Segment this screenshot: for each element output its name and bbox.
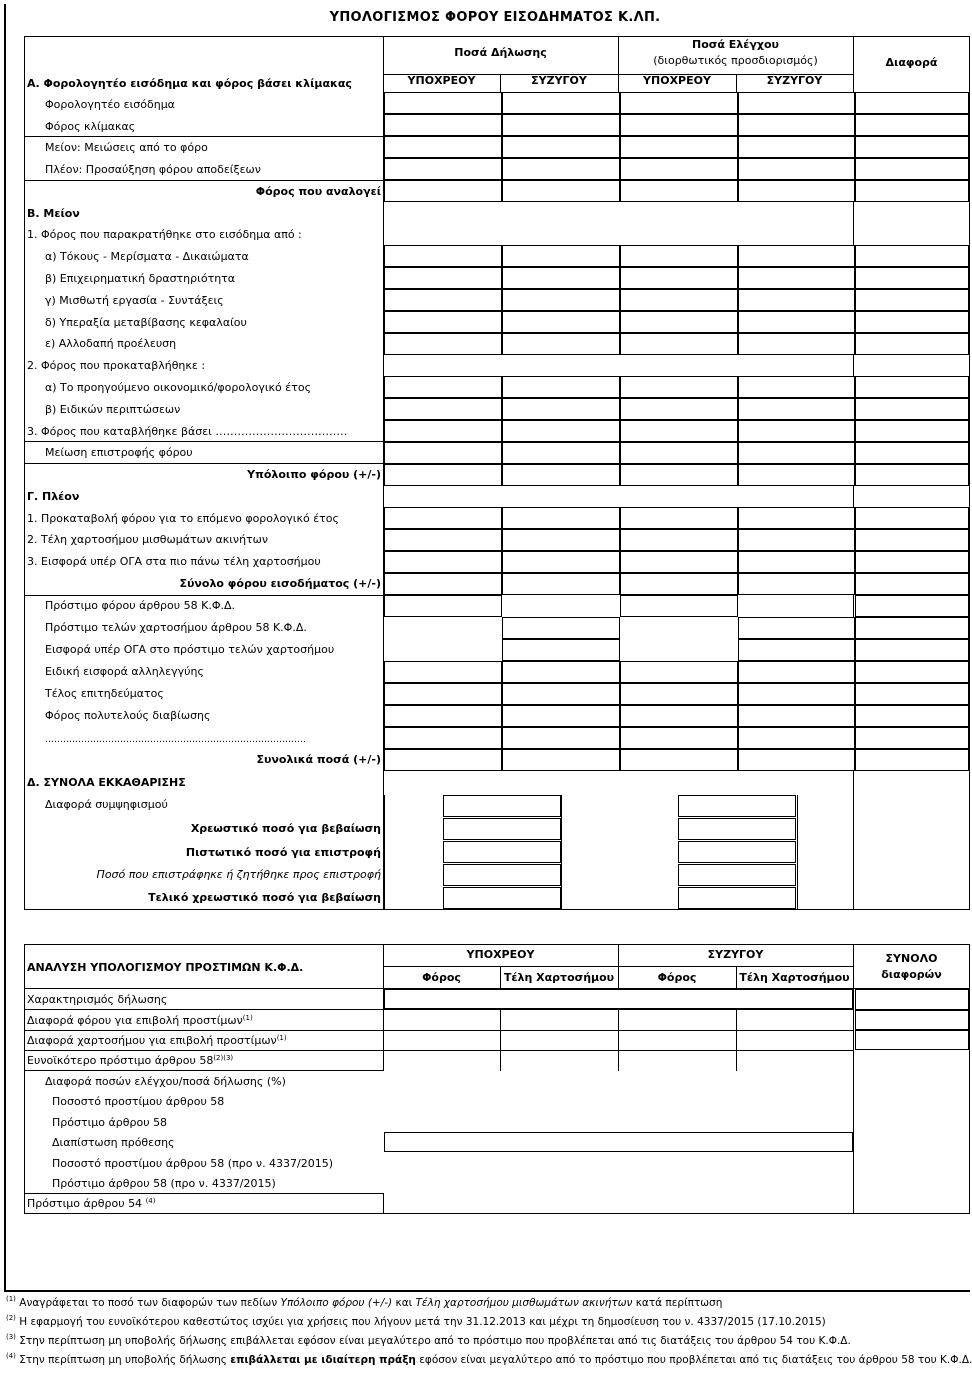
amount-cell[interactable] bbox=[855, 136, 969, 158]
amount-cell[interactable] bbox=[502, 529, 620, 551]
amount-cell[interactable] bbox=[738, 464, 855, 486]
row-label: β) Ειδικών περιπτώσεων bbox=[45, 403, 181, 416]
footnote-4: $^{(4)}$ Στην περίπτωση μη υποβολής δήλωσης επιβάλλεται με ιδιαίτερη πράξη εφόσον είναι μεγαλύτερο από το πρόστιμο που προβλέπεται από τις διατάξεις του άρθρου 58 του Κ.Φ.Δ. bbox=[6, 1352, 972, 1366]
amount-cell[interactable] bbox=[384, 464, 502, 486]
amount-cell[interactable] bbox=[620, 376, 738, 398]
amount-cell[interactable] bbox=[738, 507, 855, 529]
amount-cell[interactable] bbox=[502, 114, 620, 136]
amount-cell[interactable] bbox=[502, 617, 620, 639]
pen-row-label: Πρόστιμο άρθρου 58 (προ ν. 4337/2015) bbox=[52, 1177, 276, 1190]
amount-cell[interactable] bbox=[384, 727, 502, 749]
amount-cell[interactable] bbox=[384, 376, 502, 398]
amount-cell[interactable] bbox=[620, 180, 738, 202]
amount-cell[interactable] bbox=[502, 158, 620, 180]
amount-cell[interactable] bbox=[855, 464, 969, 486]
amount-cell[interactable] bbox=[384, 92, 502, 114]
row-label: β) Επιχειρηματική δραστηριότητα bbox=[45, 272, 236, 285]
amount-cell[interactable] bbox=[384, 705, 502, 727]
pen-row-label: Ποσοστό προστίμου άρθρου 58 bbox=[52, 1095, 225, 1108]
amount-cell[interactable] bbox=[384, 136, 502, 158]
amount-cell[interactable] bbox=[502, 398, 620, 420]
amount-cell[interactable] bbox=[855, 311, 969, 333]
pen-row-label: Ευνοϊκότερο πρόστιμο άρθρου $58^{(2)(3)}$ bbox=[27, 1054, 234, 1067]
amount-cell[interactable] bbox=[855, 376, 969, 398]
amount-cell[interactable] bbox=[855, 727, 969, 749]
row-label: Συνολικά ποσά (+/-) bbox=[256, 753, 381, 766]
amount-cell[interactable] bbox=[620, 158, 738, 180]
amount-cell[interactable] bbox=[738, 639, 855, 661]
row-label: Γ. Πλέον bbox=[27, 490, 80, 503]
amount-cell[interactable] bbox=[384, 529, 502, 551]
declaration-header: Ποσά Δήλωσης bbox=[454, 46, 547, 59]
amount-cell[interactable] bbox=[620, 442, 738, 464]
amount-cell[interactable] bbox=[738, 245, 855, 267]
settlement-cell[interactable] bbox=[678, 864, 796, 886]
row-label: Β. Μείον bbox=[27, 207, 80, 220]
amount-cell[interactable] bbox=[620, 749, 738, 771]
row-label: Ποσό που επιστράφηκε ή ζητήθηκε προς επιστροφή bbox=[96, 868, 381, 881]
amount-cell[interactable] bbox=[855, 617, 969, 639]
pen-total-header: ΣΥΝΟΛΟ bbox=[885, 952, 938, 965]
amount-cell[interactable] bbox=[738, 333, 855, 355]
row-label: Ειδική εισφορά αλληλεγγύης bbox=[45, 665, 204, 678]
row-label: 2. Τέλη χαρτοσήμου μισθωμάτων ακινήτων bbox=[27, 533, 269, 546]
pen-obl-stamp-header: Τέλη Χαρτοσήμου bbox=[503, 971, 615, 984]
amount-cell[interactable] bbox=[384, 245, 502, 267]
row-label: Πρόστιμο τελών χαρτοσήμου άρθρου 58 Κ.Φ.Δ. bbox=[45, 621, 307, 634]
amount-cell[interactable] bbox=[620, 464, 738, 486]
amount-cell[interactable] bbox=[502, 727, 620, 749]
audit-subheader: (διορθωτικός προσδιορισμός) bbox=[653, 54, 818, 67]
amount-cell[interactable] bbox=[502, 289, 620, 311]
footnote-1: $^{(1)}$ Αναγράφεται το ποσό των διαφορών των πεδίων Υπόλοιπο φόρου (+/-) και Τέλη χαρτοσήμου μισθωμάτων ακινήτων κατά περίπτωση bbox=[6, 1295, 723, 1309]
amount-cell[interactable] bbox=[620, 727, 738, 749]
amount-cell[interactable] bbox=[502, 705, 620, 727]
amount-cell[interactable] bbox=[620, 114, 738, 136]
penalty-total-cell[interactable] bbox=[855, 1010, 969, 1030]
pen-spouse-header: ΣΥΖΥΓΟΥ bbox=[707, 948, 764, 961]
row-label: ε) Αλλοδαπή προέλευση bbox=[45, 337, 177, 350]
amount-cell[interactable] bbox=[384, 267, 502, 289]
pen-sp-stamp-header: Τέλη Χαρτοσήμου bbox=[739, 971, 850, 984]
row-label: Χρεωστικό ποσό για βεβαίωση bbox=[190, 822, 381, 835]
amount-cell[interactable] bbox=[738, 376, 855, 398]
amount-cell[interactable] bbox=[855, 529, 969, 551]
amount-cell[interactable] bbox=[384, 573, 502, 595]
footnote-3: $^{(3)}$ Στην περίπτωση μη υποβολής δήλωσης επιβάλλεται εφόσον είναι μεγαλύτερο από το πρόστιμο που προβλέπεται από τις διατάξεις του άρθρου 54 του Κ.Φ.Δ. bbox=[6, 1333, 851, 1347]
amount-cell[interactable] bbox=[502, 245, 620, 267]
amount-cell[interactable] bbox=[855, 333, 969, 355]
amount-cell[interactable] bbox=[620, 529, 738, 551]
row-label: 3. Εισφορά υπέρ ΟΓΑ στα πιο πάνω τέλη χαρτοσήμου bbox=[27, 555, 321, 568]
amount-cell[interactable] bbox=[502, 683, 620, 705]
row-label: Μείον: Μειώσεις από το φόρο bbox=[45, 141, 208, 154]
amount-cell[interactable] bbox=[620, 420, 738, 442]
amount-cell[interactable] bbox=[855, 595, 969, 617]
amount-cell[interactable] bbox=[384, 661, 502, 683]
audit-obligor-header: ΥΠΟΧΡΕΟΥ bbox=[643, 74, 711, 87]
amount-cell[interactable] bbox=[620, 289, 738, 311]
amount-cell[interactable] bbox=[502, 333, 620, 355]
amount-cell[interactable] bbox=[855, 180, 969, 202]
row-label: Α. Φορολογητέο εισόδημα και φόρος βάσει κλίμακας bbox=[27, 77, 352, 90]
difference-header: Διαφορά bbox=[885, 56, 938, 69]
amount-cell[interactable] bbox=[855, 683, 969, 705]
penalty-span-cell[interactable] bbox=[384, 1132, 853, 1152]
settlement-cell[interactable] bbox=[443, 887, 561, 909]
amount-cell[interactable] bbox=[502, 661, 620, 683]
amount-cell[interactable] bbox=[738, 727, 855, 749]
amount-cell[interactable] bbox=[384, 683, 502, 705]
amount-cell[interactable] bbox=[738, 705, 855, 727]
amount-cell[interactable] bbox=[502, 507, 620, 529]
row-label: Μείωση επιστροφής φόρου bbox=[45, 446, 193, 459]
page-title: ΥΠΟΛΟΓΙΣΜΟΣ ΦΟΡΟΥ ΕΙΣΟΔΗΜΑΤΟΣ Κ.ΛΠ. bbox=[329, 10, 661, 25]
amount-cell[interactable] bbox=[502, 420, 620, 442]
amount-cell[interactable] bbox=[738, 529, 855, 551]
amount-cell[interactable] bbox=[738, 749, 855, 771]
audit-spouse-header: ΣΥΖΥΓΟΥ bbox=[766, 74, 823, 87]
amount-cell[interactable] bbox=[855, 551, 969, 573]
amount-cell[interactable] bbox=[620, 398, 738, 420]
amount-cell[interactable] bbox=[738, 92, 855, 114]
settlement-cell[interactable] bbox=[443, 818, 561, 840]
amount-cell[interactable] bbox=[738, 180, 855, 202]
decl-obligor-header: ΥΠΟΧΡΕΟΥ bbox=[407, 74, 476, 87]
row-label: 2. Φόρος που προκαταβλήθηκε : bbox=[27, 359, 206, 372]
penalty-span-cell[interactable] bbox=[384, 989, 853, 1009]
amount-cell[interactable] bbox=[738, 311, 855, 333]
pen-row-label: Διαφορά ποσών ελέγχου/ποσά δήλωσης (%) bbox=[45, 1075, 286, 1088]
row-label: Φορολογητέο εισόδημα bbox=[45, 98, 175, 111]
amount-cell[interactable] bbox=[855, 507, 969, 529]
amount-cell[interactable] bbox=[384, 749, 502, 771]
amount-cell[interactable] bbox=[384, 114, 502, 136]
row-label: Πιστωτικό ποσό για επιστροφή bbox=[185, 846, 381, 859]
amount-cell[interactable] bbox=[620, 661, 738, 683]
amount-cell[interactable] bbox=[502, 551, 620, 573]
amount-cell[interactable] bbox=[620, 551, 738, 573]
amount-cell[interactable] bbox=[620, 573, 738, 595]
amount-cell[interactable] bbox=[855, 749, 969, 771]
amount-cell[interactable] bbox=[620, 705, 738, 727]
row-label: α) Το προηγούμενο οικονομικό/φορολογικό έτος bbox=[45, 381, 312, 394]
settlement-cell[interactable] bbox=[678, 818, 796, 840]
amount-cell[interactable] bbox=[738, 289, 855, 311]
amount-cell[interactable] bbox=[855, 267, 969, 289]
pen-row-label: Διαφορά φόρου για επιβολή προστίμων$^{(1)}$ bbox=[27, 1014, 253, 1027]
row-label: …………………………………………………………………………… bbox=[45, 735, 306, 745]
amount-cell[interactable] bbox=[384, 398, 502, 420]
amount-cell[interactable] bbox=[855, 92, 969, 114]
amount-cell[interactable] bbox=[855, 398, 969, 420]
amount-cell[interactable] bbox=[384, 551, 502, 573]
settlement-cell[interactable] bbox=[678, 795, 796, 817]
pen-total-header-2: διαφορών bbox=[881, 968, 942, 981]
row-label: 1. Φόρος που παρακρατήθηκε στο εισόδημα από : bbox=[27, 228, 302, 241]
amount-cell[interactable] bbox=[738, 267, 855, 289]
settlement-cell[interactable] bbox=[443, 795, 561, 817]
amount-cell[interactable] bbox=[502, 376, 620, 398]
amount-cell[interactable] bbox=[502, 136, 620, 158]
amount-cell[interactable] bbox=[738, 661, 855, 683]
amount-cell[interactable] bbox=[620, 595, 738, 617]
amount-cell[interactable] bbox=[738, 551, 855, 573]
amount-cell[interactable] bbox=[738, 420, 855, 442]
amount-cell[interactable] bbox=[502, 639, 620, 661]
amount-cell[interactable] bbox=[738, 442, 855, 464]
amount-cell[interactable] bbox=[620, 267, 738, 289]
amount-cell[interactable] bbox=[855, 573, 969, 595]
amount-cell[interactable] bbox=[855, 289, 969, 311]
amount-cell[interactable] bbox=[855, 245, 969, 267]
amount-cell[interactable] bbox=[738, 573, 855, 595]
amount-cell[interactable] bbox=[855, 158, 969, 180]
settlement-cell[interactable] bbox=[678, 841, 796, 863]
amount-cell[interactable] bbox=[620, 683, 738, 705]
row-label: 1. Προκαταβολή φόρου για το επόμενο φορολογικό έτος bbox=[27, 512, 339, 525]
row-label: α) Τόκους - Μερίσματα - Δικαιώματα bbox=[45, 250, 249, 263]
amount-cell[interactable] bbox=[738, 398, 855, 420]
row-label: Διαφορά συμψηφισμού bbox=[45, 798, 168, 811]
amount-cell[interactable] bbox=[502, 267, 620, 289]
pen-row-label: Πρόστιμο άρθρου 58 bbox=[52, 1116, 168, 1129]
amount-cell[interactable] bbox=[384, 507, 502, 529]
amount-cell[interactable] bbox=[384, 595, 502, 617]
amount-cell[interactable] bbox=[620, 136, 738, 158]
amount-cell[interactable] bbox=[384, 311, 502, 333]
amount-cell[interactable] bbox=[855, 639, 969, 661]
amount-cell[interactable] bbox=[855, 661, 969, 683]
amount-cell[interactable] bbox=[620, 507, 738, 529]
amount-cell[interactable] bbox=[738, 158, 855, 180]
penalty-total-cell[interactable] bbox=[855, 989, 969, 1010]
pen-obl-tax-header: Φόρος bbox=[422, 971, 461, 984]
pen-row-label: Πρόστιμο άρθρου 54 $^{(4)}$ bbox=[27, 1197, 156, 1210]
audit-header: Ποσά Ελέγχου bbox=[692, 38, 779, 51]
amount-cell[interactable] bbox=[384, 420, 502, 442]
amount-cell[interactable] bbox=[620, 311, 738, 333]
amount-cell[interactable] bbox=[502, 464, 620, 486]
row-label: Φόρος που αναλογεί bbox=[255, 185, 381, 198]
amount-cell[interactable] bbox=[502, 180, 620, 202]
pen-row-label: Χαρακτηρισμός δήλωσης bbox=[27, 993, 168, 1006]
amount-cell[interactable] bbox=[620, 333, 738, 355]
row-label: Πρόστιμο φόρου άρθρου 58 Κ.Φ.Δ. bbox=[45, 599, 236, 612]
amount-cell[interactable] bbox=[738, 114, 855, 136]
amount-cell[interactable] bbox=[738, 617, 855, 639]
row-label: Εισφορά υπέρ ΟΓΑ στο πρόστιμο τελών χαρτοσήμου bbox=[45, 643, 335, 656]
settlement-cell[interactable] bbox=[443, 841, 561, 863]
settlement-cell[interactable] bbox=[678, 887, 796, 909]
pen-sp-tax-header: Φόρος bbox=[657, 971, 697, 984]
row-label: Φόρος κλίμακας bbox=[45, 120, 136, 133]
amount-cell[interactable] bbox=[855, 442, 969, 464]
decl-spouse-header: ΣΥΖΥΓΟΥ bbox=[531, 74, 587, 87]
penalty-table-title: ΑΝΑΛΥΣΗ ΥΠΟΛΟΓΙΣΜΟΥ ΠΡΟΣΤΙΜΩΝ Κ.Φ.Δ. bbox=[27, 961, 304, 974]
row-label: Τέλος επιτηδεύματος bbox=[45, 687, 164, 700]
settlement-cell[interactable] bbox=[443, 864, 561, 886]
pen-row-label: Διαπίστωση πρόθεσης bbox=[52, 1136, 175, 1149]
amount-cell[interactable] bbox=[384, 333, 502, 355]
amount-cell[interactable] bbox=[384, 180, 502, 202]
amount-cell[interactable] bbox=[384, 442, 502, 464]
amount-cell[interactable] bbox=[502, 442, 620, 464]
row-label: Σύνολο φόρου εισοδήματος (+/-) bbox=[179, 577, 381, 590]
pen-obligor-header: ΥΠΟΧΡΕΟΥ bbox=[466, 948, 535, 961]
pen-row-label: Ποσοστό προστίμου άρθρου 58 (προ ν. 4337/2015) bbox=[52, 1157, 334, 1170]
row-label: Φόρος πολυτελούς διαβίωσης bbox=[45, 709, 211, 722]
amount-cell[interactable] bbox=[738, 683, 855, 705]
amount-cell[interactable] bbox=[384, 289, 502, 311]
amount-cell[interactable] bbox=[855, 420, 969, 442]
row-label: 3. Φόρος που καταβλήθηκε βάσει ……………………………… bbox=[27, 425, 348, 438]
amount-cell[interactable] bbox=[855, 114, 969, 136]
row-label: Πλέον: Προσαύξηση φόρου αποδείξεων bbox=[45, 163, 261, 176]
amount-cell[interactable] bbox=[502, 92, 620, 114]
amount-cell[interactable] bbox=[738, 136, 855, 158]
amount-cell[interactable] bbox=[620, 92, 738, 114]
row-label: Τελικό χρεωστικό ποσό για βεβαίωση bbox=[148, 891, 381, 904]
row-label: Υπόλοιπο φόρου (+/-) bbox=[247, 468, 381, 481]
row-label: γ) Μισθωτή εργασία - Συντάξεις bbox=[45, 294, 224, 307]
pen-row-label: Διαφορά χαρτοσήμου για επιβολή προστίμων$^{(1)}$ bbox=[27, 1034, 287, 1047]
amount-cell[interactable] bbox=[502, 749, 620, 771]
amount-cell[interactable] bbox=[502, 573, 620, 595]
penalty-total-cell[interactable] bbox=[855, 1030, 969, 1050]
row-label: Δ. ΣΥΝΟΛΑ ΕΚΚΑΘΑΡΙΣΗΣ bbox=[27, 776, 186, 789]
amount-cell[interactable] bbox=[855, 705, 969, 727]
footnote-2: $^{(2)}$ Η εφαρμογή του ευνοϊκότερου καθεστώτος ισχύει για χρήσεις που λήγουν μετά την 31.12.2013 και μέχρι τη δημοσίευση του ν. 4337/2015 (17.10.2015) bbox=[6, 1314, 826, 1328]
amount-cell[interactable] bbox=[502, 311, 620, 333]
amount-cell[interactable] bbox=[384, 158, 502, 180]
amount-cell[interactable] bbox=[620, 245, 738, 267]
row-label: δ) Υπεραξία μεταβίβασης κεφαλαίου bbox=[45, 316, 247, 329]
